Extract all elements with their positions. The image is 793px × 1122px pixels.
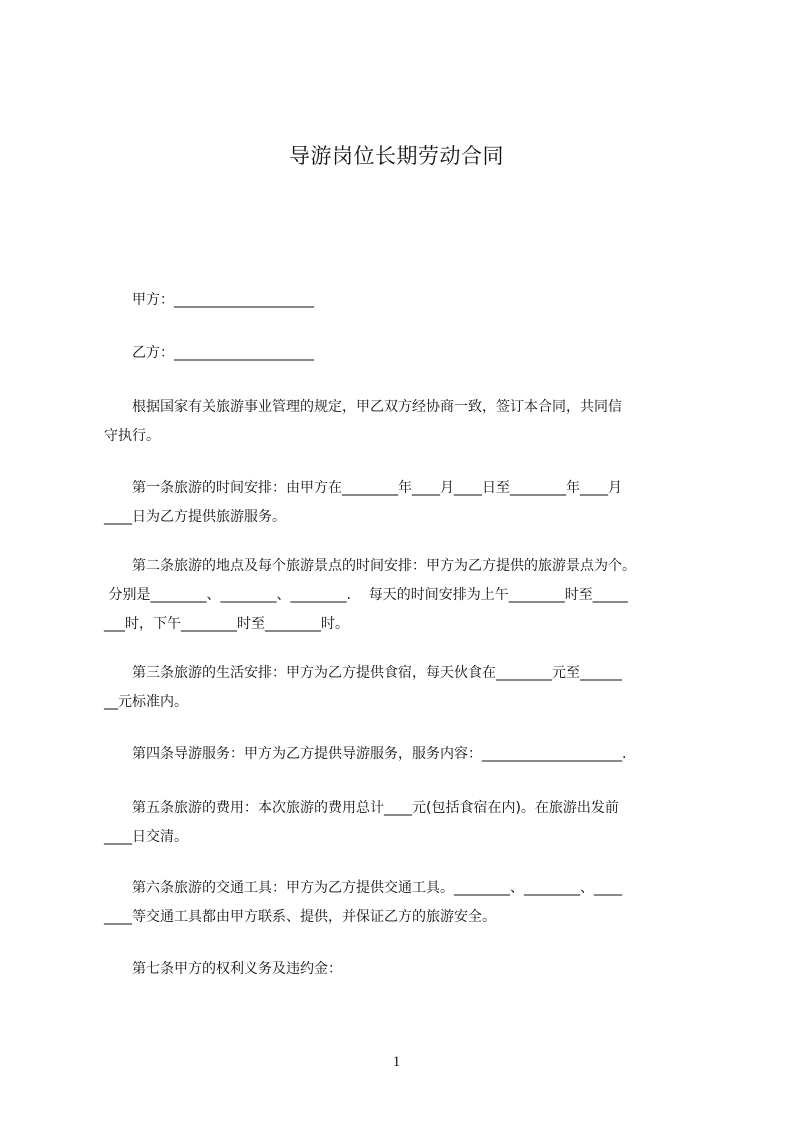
- intro-line: 守执行。: [104, 428, 160, 444]
- article-5-line: ____日交清。: [104, 829, 188, 845]
- page-number: 1: [392, 1054, 401, 1070]
- article-2-line: 第二条旅游的地点及每个旅游景点的时间安排：甲方为乙方提供的旅游景点为个。: [104, 558, 636, 574]
- article-3-line: __元标准内。: [104, 694, 188, 710]
- article-6: [104, 874, 708, 932]
- article-1-line: ____日为乙方提供旅游服务。: [104, 509, 286, 525]
- article-2-line: ___时，下午________时至________时。: [104, 616, 349, 632]
- intro-line: 根据国家有关旅游事业管理的规定，甲乙双方经协商一致，签订本合同，共同信: [104, 399, 622, 415]
- intro-paragraph: [104, 393, 708, 451]
- article-5-line: 第五条旅游的费用：本次旅游的费用总计____元(包括食宿在内)。在旅游出发前: [104, 800, 619, 816]
- article-6-line: 第六条旅游的交通工具：甲方为乙方提供交通工具。________、________、____: [104, 880, 622, 896]
- article-2: [104, 552, 708, 639]
- article-5: [104, 794, 708, 852]
- article-1-line: 第一条旅游的时间安排：由甲方在________年____月____日至________年____月: [104, 480, 622, 496]
- article-7: [104, 955, 708, 984]
- article-4: [104, 740, 708, 769]
- article-1: [104, 474, 708, 532]
- party-b-line: 乙方：____________________: [104, 345, 314, 361]
- article-7-line: 第七条甲方的权利义务及违约金：: [104, 961, 342, 977]
- document-title: 导游岗位长期劳动合同: [289, 144, 504, 168]
- article-3: [104, 659, 708, 717]
- party-a-line: 甲方：____________________: [104, 292, 314, 308]
- article-3-line: 第三条旅游的生活安排：甲方为乙方提供食宿，每天伙食在________元至______: [104, 665, 622, 681]
- article-2-line: 分别是________、________、________. 每天的时间安排为上午________时至_____: [104, 587, 628, 603]
- article-6-line: ____等交通工具都由甲方联系、提供，并保证乙方的旅游安全。: [104, 909, 496, 925]
- article-4-line: 第四条导游服务：甲方为乙方提供导游服务，服务内容：____________________.: [104, 746, 627, 762]
